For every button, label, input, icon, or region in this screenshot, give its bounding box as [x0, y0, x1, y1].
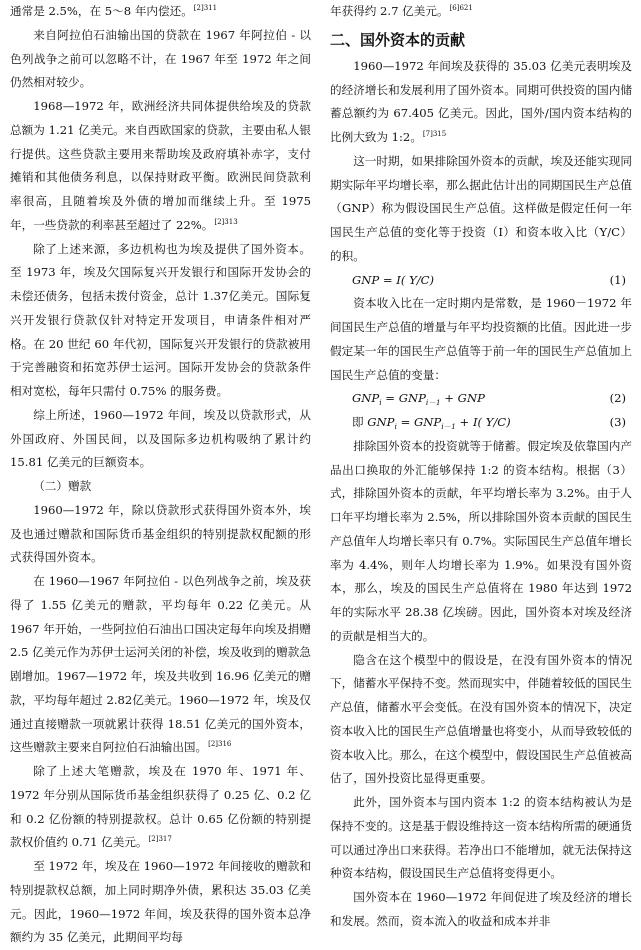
equation-number: (1)	[609, 272, 626, 287]
paragraph: 通常是 2.5%，在 5～8 年内偿还。$^{[2]311}$	[10, 4, 218, 18]
paragraph: 国外资本在 1960—1972 年间促进了埃及经济的增长和发展。然而，资本流入的收益和成本并非	[330, 890, 632, 928]
citation: [7]315	[422, 130, 447, 138]
paragraph: 1968—1972 年，欧洲经济共同体提供给埃及的贷款总额为 1.21 亿美元。来自西欧国家的贷款，主要由私人银行提供。这些贷款主要用来帮助埃及政府填补赤字，支付摊销和其他债务利息，以保持财政平衡。欧洲民间贷款利率很高，且随着埃及外债的增加而继续上升。至 1975 年，一些贷款的利率甚至超过了 22%。$^{[2]313}$	[10, 99, 311, 232]
paragraph: 1960—1972 年，除以贷款形式获得国外资本外，埃及也通过赠款和国际货币基金组织的特别提款权配额的形式获得国外资本。	[10, 502, 311, 565]
citation: [2]311	[193, 4, 218, 12]
equation-number: (2)	[609, 391, 626, 406]
paragraph: 资本收入比在一定时期内是常数，是 1960－1972 年间国民生产总值的增量与年平均投资额的比值。因此进一步假定某一年的国民生产总值等于前一年的国民生产总值加上国民生产总值的变量：	[330, 296, 632, 382]
citation: [2]317	[148, 835, 172, 844]
equation-number: (3)	[609, 415, 626, 429]
equation-3	[330, 411, 632, 435]
equation-2	[330, 387, 632, 411]
paragraph: 排除国外资本的投资就等于储蓄。假定埃及依靠国内产品出口换取的外汇能够保持 1:2 的资本结构。根据（3）式，排除国外资本的贡献，年平均增长率为 3.2%。由于人口年平均增长率为 2.5%，所以排除国外资本贡献的国民生产总值年人均增长率只有 0.7%。实际国民生产总值年增长率为 4.4%，则年人均增长率为 1.9%。如果没有国外资本，那么，埃及的国民生产总值将在 1980 年达到 1972 年的实际水平 28.38 亿埃磅。因此，国外资本对埃及经济的贡献是相当大的。	[330, 438, 632, 643]
right-paragraphs	[330, 435, 632, 934]
paragraph: 在 1960—1967 年阿拉伯 - 以色列战争之前，埃及获得了 1.55 亿美元的赠款，平均每年 0.22 亿美元。从 1967 年开始，一些阿拉伯石油出口国决定每年向埃及捐赠 2.5 亿美元作为苏伊士运河关闭的补偿，埃及收到的赠款急剧增加。1967—1972 年，埃及共收到 16.96 亿美元的赠款，平均每年超过 2.82亿美元。1960—1972 年，埃及仅通过直接赠款一项就累计获得 18.51 亿美元的国外资本，这些赠款主要来自阿拉伯石油输出国。$^{[2]316}$	[10, 574, 311, 755]
paragraph: 这一时期，如果排除国外资本的贡献，埃及还能实现同期实际年平均增长率，那么据此估计出的同期国民生产总值（GNP）称为假设国民生产总值。这样做是假定任何一年国民生产总值的变化等于投资（I）和资本收入比（Y/C）的积。	[330, 153, 632, 263]
citation: [2]313	[214, 217, 238, 226]
paragraph: 来自阿拉伯石油输出国的贷款在 1967 年阿拉伯 - 以色列战争之前可以忽略不计，在 1967 年至 1972 年之间仍然相对较少。	[10, 27, 311, 90]
paragraph: 除了上述来源，多边机构也为埃及提供了国外资本。至 1973 年，埃及欠国际复兴开发银行和国际开发协会的未偿还债务，包括未拨付资金，总计 1.37亿美元。国际复兴开发银行贷款仅针对特定开发项目，申请条件相对严格。在 20 世纪 60 年代初，国际复兴开发银行的贷款被用于完善融资和拓宽苏伊士运河。国际开发协会的贷款条件相对宽松，每年只需付 0.75% 的服务费。	[10, 241, 311, 398]
equation-formula: GNP = I( Y/C)	[352, 272, 435, 287]
continuation-paragraph: 年获得约 2.7 亿美元。$^{[6]621}$	[330, 4, 473, 18]
equation-formula: 即 $GNP_i = GNP_{i-1} + I$( Y/C)	[352, 415, 511, 431]
section-heading: 二、国外资本的贡献	[330, 30, 466, 49]
paragraph: 隐含在这个模型中的假设是，在没有国外资本的情况下，储蓄水平保持不变。然而现实中，伴随着较低的国民生产总值，储蓄水平会变低。在没有国外资本的情况下，决定资本收入比的国民生产总值增量也将变小，从而导致较低的资本收入比。那么，在这个模型中，假设国民生产总值被高估了，国外投资比显得更重要。	[330, 652, 632, 786]
equation-1	[330, 269, 632, 293]
left-column	[10, 0, 311, 950]
paragraph: 综上所述，1960—1972 年间，埃及以贷款形式，从外国政府、外国民间，以及国际多边机构吸纳了累计约 15.81 亿美元的巨额资本。	[10, 407, 311, 470]
paragraph: 1960—1972 年间埃及获得的 35.03 亿美元表明埃及的经济增长和发展利用了国外资本。同期可供投资的国内储蓄总额约为 67.405 亿美元。因此，国外/国内资本结构的比例大致为 1:2。$^{[7]315}$	[330, 58, 632, 144]
equation-formula: $GNP_i = GNP_{i-1}$ + GNP	[352, 391, 485, 408]
right-column	[330, 0, 632, 934]
citation: [6]621	[449, 4, 473, 12]
paragraph: （二）赠款	[33, 479, 92, 493]
citation: [2]316	[208, 740, 232, 749]
paragraph: 至 1972 年，埃及在 1960—1972 年间接收的赠款和特别提款权总额，加上同时期净外债，累积达 35.03 亿美元。因此，1960—1972 年间，埃及获得的国外资本总净额约为 35 亿美元，此期间平均每	[10, 859, 311, 945]
paragraph: 除了上述大笔赠款，埃及在 1970 年、1971 年、1972 年分别从国际货币基金组织获得了 0.25 亿、0.2 亿和 0.2 亿份额的特别提款权。总计 0.65 亿份额的特别提款权价值约 0.71 亿美元。$^{[2]317}$	[10, 764, 311, 850]
paragraph: 此外，国外资本与国内资本 1:2 的资本结构被认为是保持不变的。这是基于假设维持这一资本结构所需的硬通货可以通过净出口来获得。若净出口不能增加，就无法保持这种资本结构，假设国民生产总值将变得更小。	[330, 795, 632, 881]
